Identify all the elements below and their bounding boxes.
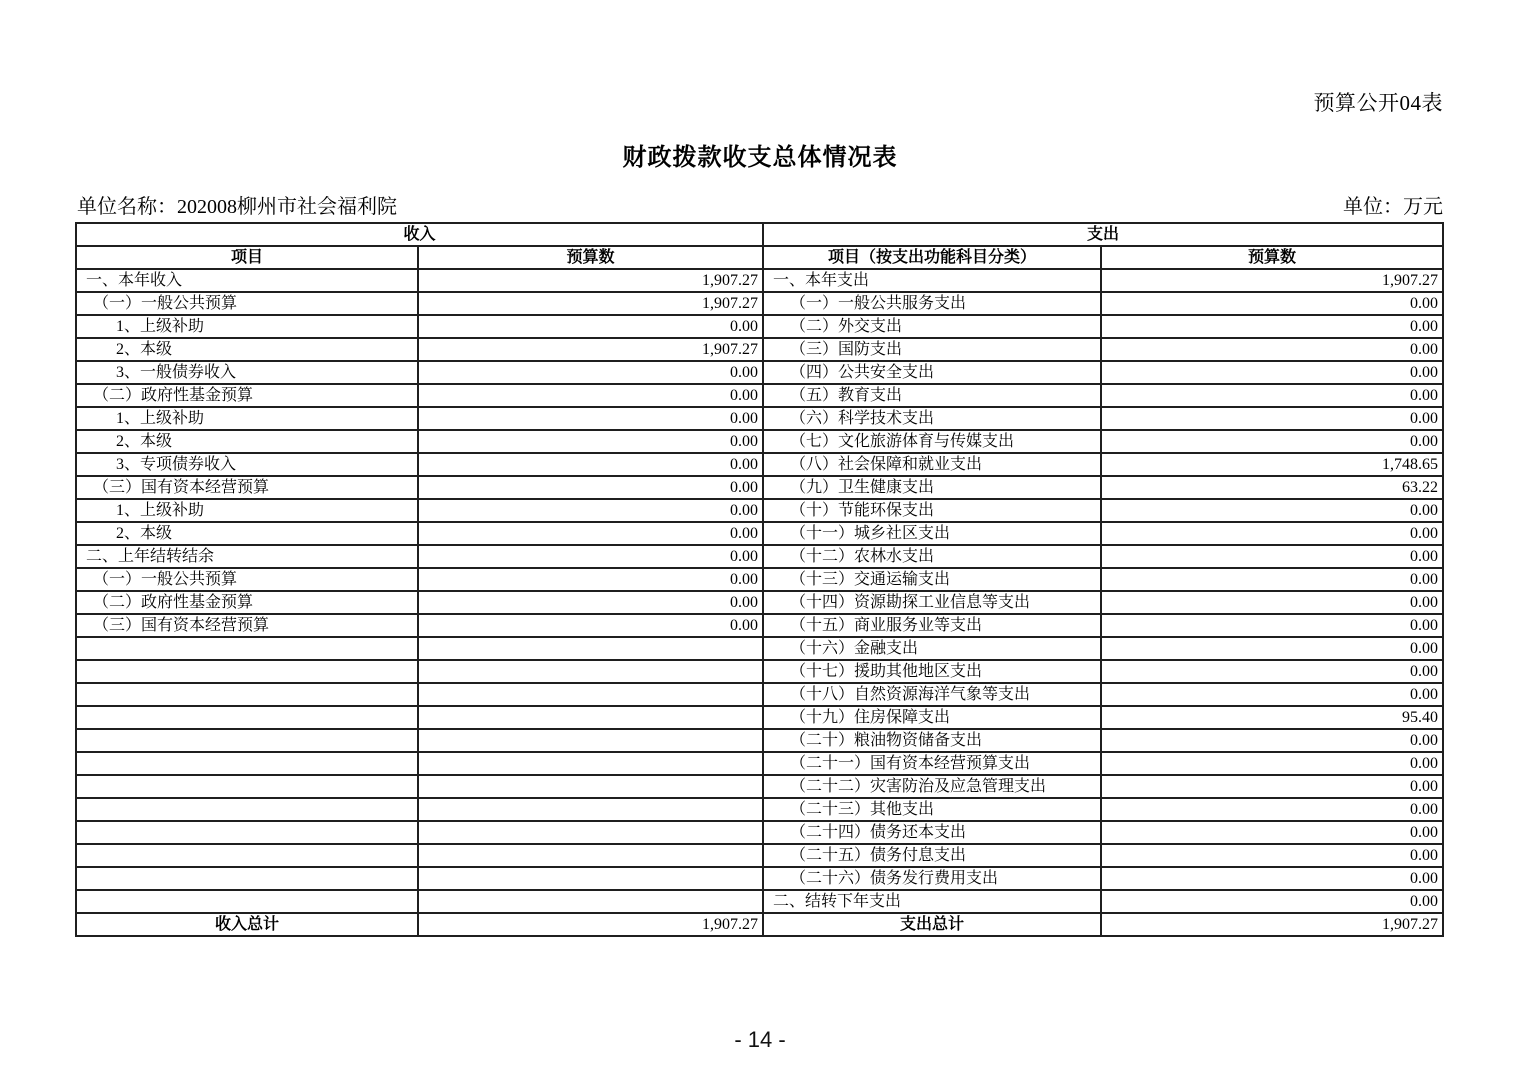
table-row — [76, 729, 1443, 752]
table-row — [76, 430, 1443, 453]
income-item-cell — [76, 752, 418, 775]
expense-value-cell: 0.00 — [1101, 568, 1443, 591]
expense-item-cell: （十）节能环保支出 — [763, 499, 1101, 522]
income-item-cell — [76, 867, 418, 890]
table-row — [76, 660, 1443, 683]
expense-item-cell: （十七）援助其他地区支出 — [763, 660, 1101, 683]
expense-item-cell: （八）社会保障和就业支出 — [763, 453, 1101, 476]
expense-item-cell: （三）国防支出 — [763, 338, 1101, 361]
expense-item-cell: （二十三）其他支出 — [763, 798, 1101, 821]
income-item-cell: （一）一般公共预算 — [76, 568, 418, 591]
table-row — [76, 407, 1443, 430]
income-value-cell — [418, 683, 763, 706]
expense-value-cell: 0.00 — [1101, 890, 1443, 913]
table-row — [76, 338, 1443, 361]
expense-value-cell: 0.00 — [1101, 614, 1443, 637]
expense-value-cell: 0.00 — [1101, 384, 1443, 407]
income-item-cell — [76, 821, 418, 844]
income-value-cell — [418, 821, 763, 844]
expense-item-cell: （四）公共安全支出 — [763, 361, 1101, 384]
income-value-cell: 0.00 — [418, 384, 763, 407]
table-row — [76, 614, 1443, 637]
income-value-cell: 0.00 — [418, 545, 763, 568]
expense-item-cell: （二十一）国有资本经营预算支出 — [763, 752, 1101, 775]
expense-item-cell: （二）外交支出 — [763, 315, 1101, 338]
income-item-cell — [76, 775, 418, 798]
unit-name: 单位名称：202008柳州市社会福利院 — [77, 196, 397, 218]
expense-value-cell: 0.00 — [1101, 315, 1443, 338]
expense-value-cell: 0.00 — [1101, 338, 1443, 361]
expense-item-cell: （十九）住房保障支出 — [763, 706, 1101, 729]
income-item-cell: （二）政府性基金预算 — [76, 384, 418, 407]
table-row — [76, 683, 1443, 706]
income-item-cell: 1、上级补助 — [76, 315, 418, 338]
income-value-cell: 1,907.27 — [418, 269, 763, 292]
expense-item-cell: （十四）资源勘探工业信息等支出 — [763, 591, 1101, 614]
expense-value-cell: 0.00 — [1101, 729, 1443, 752]
expense-item-cell: （二十五）债务付息支出 — [763, 844, 1101, 867]
expense-value-cell: 0.00 — [1101, 844, 1443, 867]
income-value-cell — [418, 775, 763, 798]
income-item-cell — [76, 706, 418, 729]
expense-value-cell: 1,748.65 — [1101, 453, 1443, 476]
income-item-cell: 二、上年结转结余 — [76, 545, 418, 568]
expense-item-cell: （二十二）灾害防治及应急管理支出 — [763, 775, 1101, 798]
table-row — [76, 315, 1443, 338]
table-footer — [76, 913, 1443, 936]
income-value-cell — [418, 844, 763, 867]
income-value-cell — [418, 752, 763, 775]
table-row — [76, 545, 1443, 568]
page-number: - 14 - — [734, 1027, 786, 1052]
expense-item-cell: （十五）商业服务业等支出 — [763, 614, 1101, 637]
expense-item-cell: （五）教育支出 — [763, 384, 1101, 407]
income-item-cell: 1、上级补助 — [76, 499, 418, 522]
budget-table — [75, 222, 1444, 937]
income-item-cell: （三）国有资本经营预算 — [76, 614, 418, 637]
income-value-cell — [418, 867, 763, 890]
income-value-cell: 0.00 — [418, 568, 763, 591]
table-row — [76, 499, 1443, 522]
income-item-cell: 2、本级 — [76, 522, 418, 545]
income-value-cell: 0.00 — [418, 476, 763, 499]
expense-item-cell: （十六）金融支出 — [763, 637, 1101, 660]
income-value-cell — [418, 706, 763, 729]
expense-value-cell: 0.00 — [1101, 867, 1443, 890]
expense-value-cell: 0.00 — [1101, 683, 1443, 706]
income-item-cell: （一）一般公共预算 — [76, 292, 418, 315]
expense-value-cell: 0.00 — [1101, 361, 1443, 384]
expense-value-cell: 0.00 — [1101, 545, 1443, 568]
income-value-cell — [418, 798, 763, 821]
expense-item-cell: （一）一般公共服务支出 — [763, 292, 1101, 315]
income-value-cell — [418, 729, 763, 752]
income-value-cell: 1,907.27 — [418, 338, 763, 361]
income-value-cell: 0.00 — [418, 522, 763, 545]
totals-row — [76, 913, 1443, 936]
table-row — [76, 384, 1443, 407]
income-item-cell: 2、本级 — [76, 338, 418, 361]
income-total-value: 1,907.27 — [418, 913, 763, 936]
expense-value-cell: 0.00 — [1101, 637, 1443, 660]
expense-value-cell: 0.00 — [1101, 407, 1443, 430]
expense-value-cell: 0.00 — [1101, 499, 1443, 522]
table-row — [76, 591, 1443, 614]
expense-item-cell: （七）文化旅游体育与传媒支出 — [763, 430, 1101, 453]
income-item-cell: 3、一般债券收入 — [76, 361, 418, 384]
table-row — [76, 890, 1443, 913]
income-value-cell: 0.00 — [418, 407, 763, 430]
income-item-cell: 3、专项债券收入 — [76, 453, 418, 476]
form-number-label: 预算公开04表 — [1313, 91, 1443, 115]
income-item-cell — [76, 844, 418, 867]
expense-value-cell: 95.40 — [1101, 706, 1443, 729]
expense-item-cell: （十三）交通运输支出 — [763, 568, 1101, 591]
expense-value-cell: 1,907.27 — [1101, 269, 1443, 292]
income-value-cell — [418, 637, 763, 660]
table-row — [76, 476, 1443, 499]
income-value-cell: 0.00 — [418, 453, 763, 476]
table-row — [76, 867, 1443, 890]
table-row — [76, 361, 1443, 384]
income-item-cell — [76, 890, 418, 913]
table-row — [76, 775, 1443, 798]
expense-value-cell: 0.00 — [1101, 591, 1443, 614]
income-item-cell: 一、本年收入 — [76, 269, 418, 292]
income-item-cell — [76, 637, 418, 660]
section-header-row — [76, 223, 1443, 246]
table-row — [76, 637, 1443, 660]
expense-value-cell: 0.00 — [1101, 660, 1443, 683]
expense-section-header: 支出 — [763, 223, 1443, 246]
income-value-cell: 0.00 — [418, 499, 763, 522]
expense-value-cell: 0.00 — [1101, 752, 1443, 775]
income-value-cell: 0.00 — [418, 315, 763, 338]
table-row — [76, 821, 1443, 844]
table-row — [76, 292, 1443, 315]
table-row — [76, 522, 1443, 545]
income-item-cell — [76, 660, 418, 683]
expense-item-cell: （十二）农林水支出 — [763, 545, 1101, 568]
column-header-row — [76, 246, 1443, 269]
income-item-cell: （二）政府性基金预算 — [76, 591, 418, 614]
income-value-cell: 0.00 — [418, 361, 763, 384]
unit-of-measure: 单位：万元 — [1343, 196, 1443, 218]
page-title: 财政拨款收支总体情况表 — [622, 145, 898, 171]
income-item-cell: 2、本级 — [76, 430, 418, 453]
expense-value-cell: 63.22 — [1101, 476, 1443, 499]
expense-total-label: 支出总计 — [763, 913, 1101, 936]
expense-value-cell: 0.00 — [1101, 292, 1443, 315]
income-value-cell: 0.00 — [418, 591, 763, 614]
income-value-cell — [418, 890, 763, 913]
unit-info-row — [77, 190, 1443, 219]
expense-total-value: 1,907.27 — [1101, 913, 1443, 936]
income-item-cell — [76, 683, 418, 706]
income-value-cell: 0.00 — [418, 614, 763, 637]
expense-item-cell: 一、本年支出 — [763, 269, 1101, 292]
income-section-header: 收入 — [76, 223, 763, 246]
expense-item-cell: （十一）城乡社区支出 — [763, 522, 1101, 545]
expense-item-cell: （十八）自然资源海洋气象等支出 — [763, 683, 1101, 706]
expense-value-cell: 0.00 — [1101, 821, 1443, 844]
table-body — [76, 223, 1443, 913]
expense-item-cell: （二十）粮油物资储备支出 — [763, 729, 1101, 752]
expense-value-cell: 0.00 — [1101, 775, 1443, 798]
table-row — [76, 706, 1443, 729]
income-value-cell: 1,907.27 — [418, 292, 763, 315]
income-item-cell: 1、上级补助 — [76, 407, 418, 430]
table-row — [76, 844, 1443, 867]
expense-value-cell: 0.00 — [1101, 522, 1443, 545]
expense-value-cell: 0.00 — [1101, 798, 1443, 821]
expense-item-cell: （九）卫生健康支出 — [763, 476, 1101, 499]
income-value-cell: 0.00 — [418, 430, 763, 453]
income-total-label: 收入总计 — [76, 913, 418, 936]
expense-value-column-header: 预算数 — [1101, 246, 1443, 269]
expense-item-cell: （二十六）债务发行费用支出 — [763, 867, 1101, 890]
expense-value-cell: 0.00 — [1101, 430, 1443, 453]
income-item-cell — [76, 729, 418, 752]
table-row — [76, 269, 1443, 292]
table-row — [76, 798, 1443, 821]
income-item-cell — [76, 798, 418, 821]
income-item-cell: （三）国有资本经营预算 — [76, 476, 418, 499]
income-item-column-header: 项目 — [76, 246, 418, 269]
table-row — [76, 752, 1443, 775]
expense-item-cell: （二十四）债务还本支出 — [763, 821, 1101, 844]
expense-item-cell: 二、结转下年支出 — [763, 890, 1101, 913]
table-row — [76, 453, 1443, 476]
expense-item-cell: （六）科学技术支出 — [763, 407, 1101, 430]
expense-item-column-header: 项目（按支出功能科目分类） — [763, 246, 1101, 269]
income-value-cell — [418, 660, 763, 683]
income-value-column-header: 预算数 — [418, 246, 763, 269]
table-row — [76, 568, 1443, 591]
